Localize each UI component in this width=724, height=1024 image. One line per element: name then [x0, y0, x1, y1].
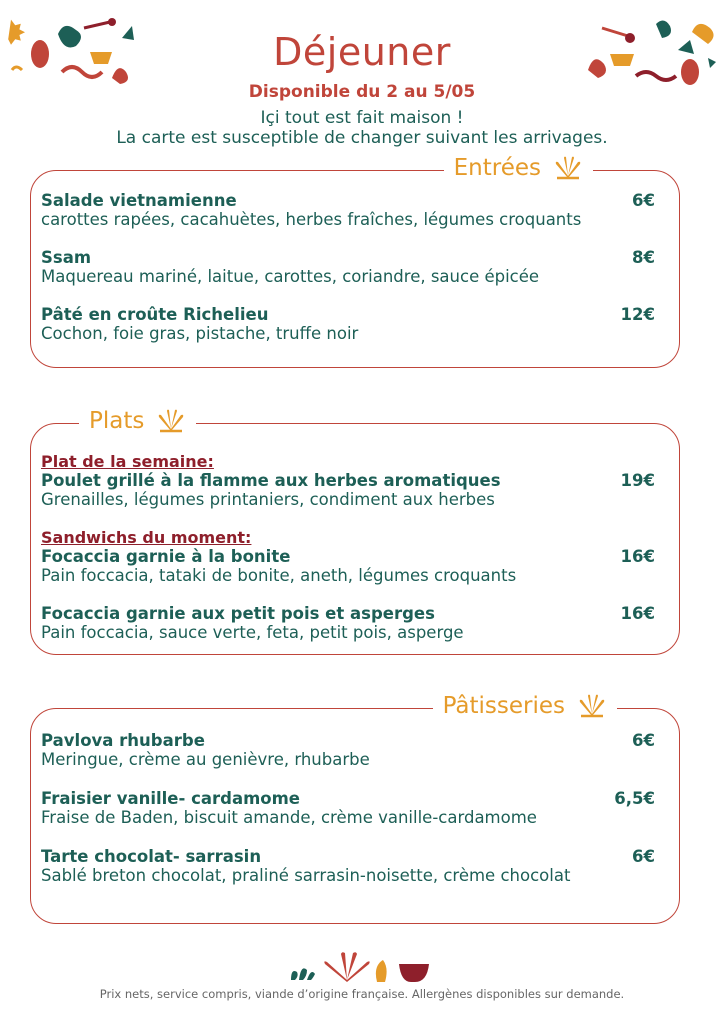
item-price: 16€: [620, 604, 655, 623]
item-name: Focaccia garnie aux petit pois et asperges: [41, 604, 435, 623]
section-patisseries: [30, 693, 680, 924]
section-patisseries-title: Pâtisseries: [442, 693, 565, 719]
menu-item: [41, 452, 655, 509]
item-price: 12€: [620, 305, 655, 324]
item-description: Fraise de Baden, biscuit amande, crème vanille-cardamome: [41, 808, 537, 827]
category-label: Plat de la semaine:: [41, 452, 214, 471]
section-entrees-header: [444, 155, 593, 181]
item-name: Pâté en croûte Richelieu: [41, 305, 269, 324]
item-description: Sablé breton chocolat, praliné sarrasin-noisette, crème chocolat: [41, 866, 571, 885]
shell-icon: [577, 694, 607, 718]
section-entrees: [30, 155, 680, 368]
item-price: 16€: [620, 547, 655, 566]
menu-item: [41, 731, 655, 769]
shell-icon: [156, 409, 186, 433]
menu-item: [41, 604, 655, 642]
section-patisseries-header: [433, 693, 617, 719]
item-name: Focaccia garnie à la bonite: [41, 547, 291, 566]
section-plats-title: Plats: [89, 408, 145, 434]
item-description: Meringue, crème au genièvre, rhubarbe: [41, 750, 370, 769]
item-description: carottes rapées, cacahuètes, herbes fraîches, légumes croquants: [41, 210, 582, 229]
item-description: Cochon, foie gras, pistache, truffe noir: [41, 324, 359, 343]
item-name: Tarte chocolat- sarrasin: [41, 847, 262, 866]
availability-dates: Disponible du 2 au 5/05: [248, 82, 476, 102]
item-price: 6€: [632, 191, 655, 210]
section-plats-header: [79, 408, 196, 434]
item-name: Ssam: [41, 248, 92, 267]
category-label: Sandwichs du moment:: [41, 528, 252, 547]
item-price: 6€: [632, 847, 655, 866]
intro-line-2: La carte est susceptible de changer suivant les arrivages.: [116, 128, 608, 148]
item-name: Poulet grillé à la flamme aux herbes aromatiques: [41, 471, 501, 490]
menu-item: [41, 248, 655, 286]
item-price: 6€: [632, 731, 655, 750]
item-name: Pavlova rhubarbe: [41, 731, 205, 750]
page-title: Déjeuner: [273, 30, 451, 74]
menu-item: [41, 305, 655, 343]
section-plats: [30, 408, 680, 655]
intro-line-1: Içi tout est fait maison !: [260, 108, 464, 128]
footer-note: Prix nets, service compris, viande d’origine française. Allergènes disponibles sur demande.: [99, 987, 625, 1001]
intro-text: [0, 108, 724, 148]
item-price: 19€: [620, 471, 655, 490]
item-description: Pain foccacia, sauce verte, feta, petit pois, asperge: [41, 623, 464, 642]
shell-icon: [553, 156, 583, 180]
footer-decoration-icon: [285, 950, 440, 986]
item-description: Grenailles, légumes printaniers, condiment aux herbes: [41, 490, 495, 509]
menu-item: [41, 789, 655, 827]
menu-item: [41, 847, 655, 885]
item-name: Fraisier vanille- cardamome: [41, 789, 300, 808]
item-description: Maquereau mariné, laitue, carottes, coriandre, sauce épicée: [41, 267, 540, 286]
item-price: 6,5€: [614, 789, 655, 808]
item-name: Salade vietnamienne: [41, 191, 237, 210]
section-entrees-title: Entrées: [453, 155, 541, 181]
menu-item: [41, 191, 655, 229]
item-description: Pain foccacia, tataki de bonite, aneth, légumes croquants: [41, 566, 517, 585]
menu-item: [41, 528, 655, 585]
item-price: 8€: [632, 248, 655, 267]
